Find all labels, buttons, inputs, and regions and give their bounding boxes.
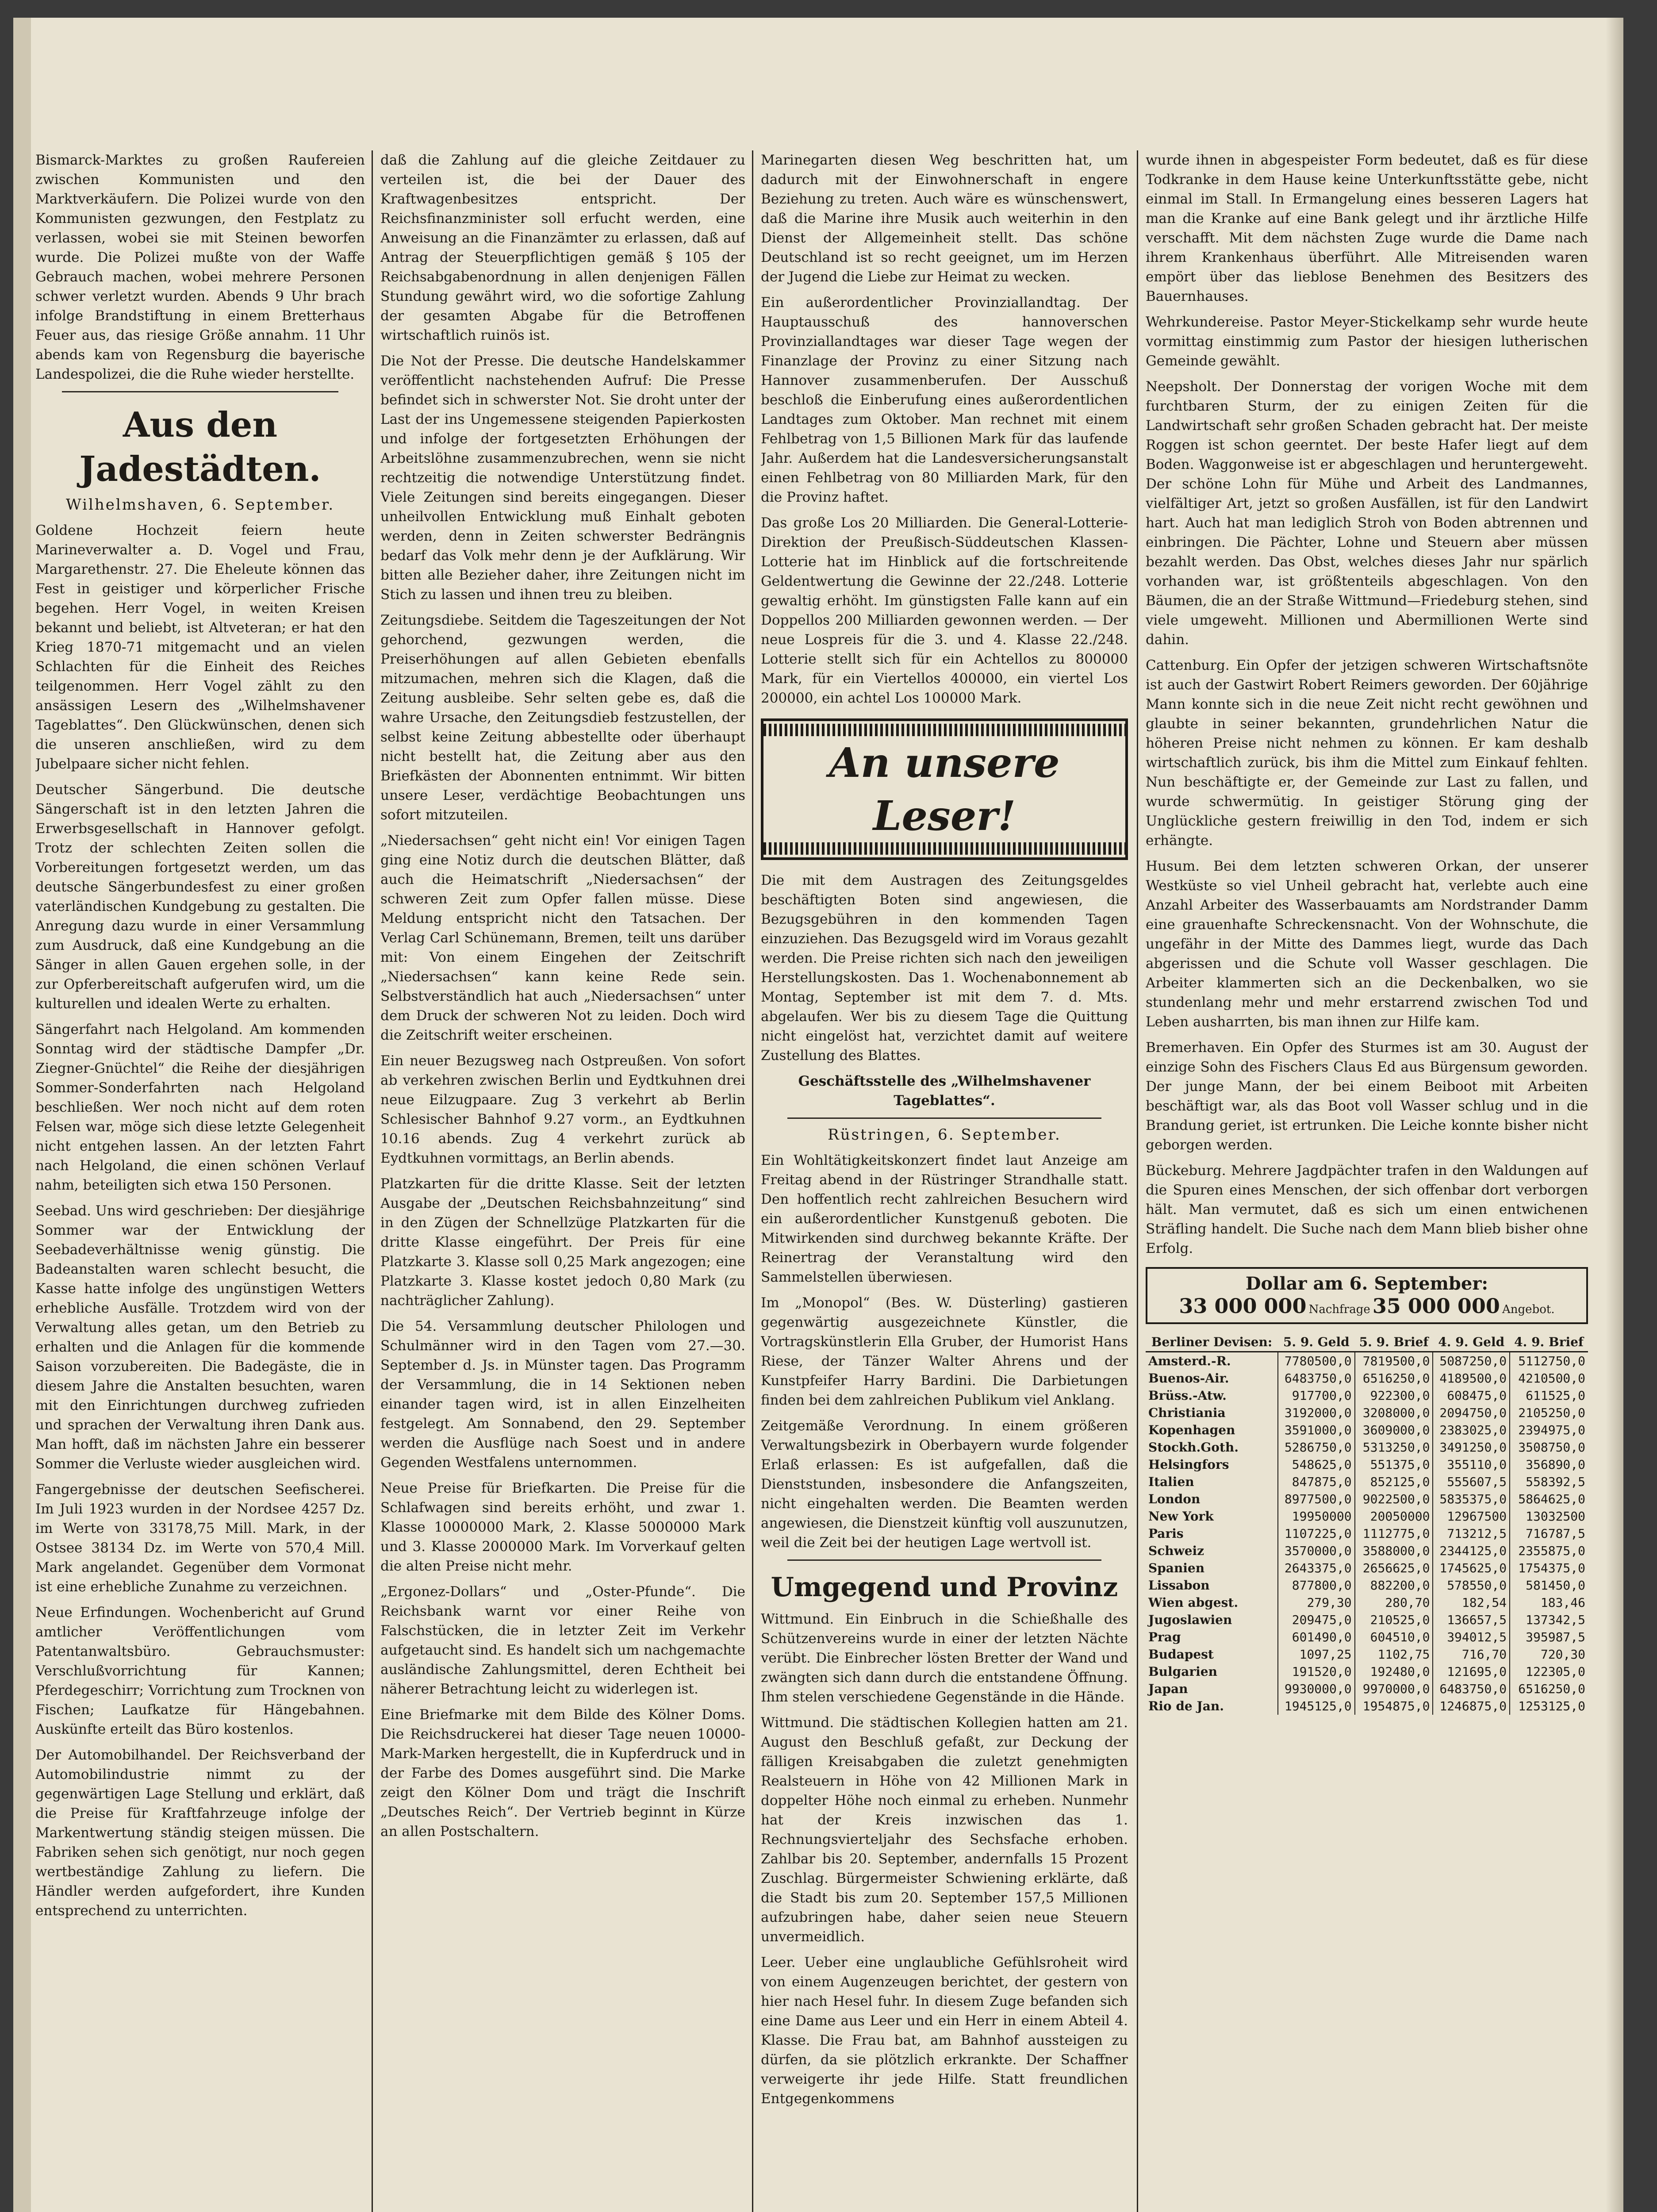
rate-cell: 601490,0 <box>1278 1628 1355 1646</box>
newspaper-page <box>13 18 1623 2212</box>
rate-cell: 20050000 <box>1355 1508 1433 1525</box>
rate-cell: 9022500,0 <box>1355 1490 1433 1508</box>
section-heading: Umgegend und Provinz <box>771 1572 1118 1603</box>
currency-name: New York <box>1148 1509 1214 1524</box>
rate-cell: 716787,5 <box>1510 1525 1588 1542</box>
rate-cell: 3491250,0 <box>1433 1439 1510 1456</box>
rate-cell: 6483750,0 <box>1278 1370 1355 1387</box>
banner-title: An unsere Leser! <box>829 739 1060 840</box>
page-edge <box>13 18 31 2212</box>
table-header-row <box>1146 1333 1588 1352</box>
exchange-rate-table <box>1146 1333 1588 1715</box>
article: Deutscher Sängerbund. Die deutsche Sängerschaft ist in den letzten Jahren die Erwerbsgesellschaft in Hannover gefolgt. Trotz der schlechten Zeiten sollen die Vorbereitungen fortgesetzt werden, um das deutsche Sängerbundesfest zu einer großen vaterländischen Kundgebung zu gestalten. Die Anregung dazu wurde in einer Versammlung zum Ausdruck, daß eine Kundgebung an die Sänger in allen Gauen ergehen solle, in der zur Opferbereitschaft aufgerufen wird, um die kulturellen und idealen Werte zu erhalten. <box>35 782 365 1012</box>
rate-cell: 182,54 <box>1433 1594 1510 1611</box>
rate-cell: 1754375,0 <box>1510 1559 1588 1577</box>
banner-stripe <box>763 724 1125 736</box>
table-row <box>1146 1577 1588 1594</box>
rate-cell: 1102,75 <box>1355 1646 1433 1663</box>
reader-notice-banner <box>761 718 1128 860</box>
article: Wittmund. Die städtischen Kollegien hatten am 21. August den Beschluß gefaßt, zur Deckung der fälligen Kreisabgaben die zuletzt genehmigten Realsteuern in Höhe von 42 Millionen Mark in doppelter Höhe noch einmal zu erheben. Nunmehr hat der Kreis inzwischen das 1. Rechnungsvierteljahr des Sechsfache erhoben. Zahlbar bis 20. September, andernfalls 15 Prozent Zuschlag. Bürgermeister Schwiening erklärte, daß die Stadt bis zum 20. September 157,5 Millionen aufzubringen habe, daher seien neue Steuern unvermeidlich. <box>761 1715 1128 1945</box>
dateline: Wilhelmshaven, 6. September. <box>65 496 335 514</box>
article: Zeitgemäße Verordnung. In einem größeren Verwaltungsbezirk in Oberbayern wurde folgender Erlaß erlassen: Es ist aufgefallen, daß die Dienststunden, insbesondere die Anfangszeiten, nicht eingehalten werden. Die Beamten werden angewiesen, die Dienstzeit künftig voll auszunutzen, weil die Zeit bei der heutigen Lage wertvoll ist. <box>761 1418 1128 1551</box>
currency-name: Wien abgest. <box>1148 1595 1239 1610</box>
column-header: 5. 9. Geld <box>1278 1333 1355 1352</box>
table-row <box>1146 1559 1588 1577</box>
article: Bückeburg. Mehrere Jagdpächter trafen in den Waldungen auf die Spuren eines Menschen, der sich offenbar dort verborgen hält. Man vermutet, daß es sich um einen entwichenen Sträfling handelt. Die Suche nach dem Mann blieb bisher ohne Erfolg. <box>1146 1163 1588 1256</box>
currency-name: Italien <box>1148 1475 1194 1489</box>
column-4 <box>1146 150 1588 2212</box>
rate-cell: 3609000,0 <box>1355 1421 1433 1439</box>
rate-cell: 713212,5 <box>1433 1525 1510 1542</box>
article: Neue Preise für Briefkarten. Die Preise für die Schlafwagen sind bereits erhöht, und zwar 1. Klasse 10000000 Mark, 2. Klasse 5000000 Mark und 3. Klasse 2000000 Mark. Im Vorverkauf gelten die alten Preise nicht mehr. <box>380 1480 745 1574</box>
rate-cell: 3192000,0 <box>1278 1404 1355 1421</box>
article: Die Not der Presse. Die deutsche Handelskammer veröffentlicht nachstehenden Aufruf: Die Presse befindet sich in schwerster Not. Sie droht unter der Last der ins Ungemessene steigenden Papierkosten und infolge der fortgesetzten Erhöhungen der Arbeitslöhne zusammenzubrechen, wenn sie nicht rechtzeitig die notwendige Unterstützung findet. Viele Zeitungen sind bereits eingegangen. Dieser unheilvollen Entwicklung muß Einhalt geboten werden, denn in Zeiten schwerster Bedrängnis bedarf das Volk mehr denn je der Aufklärung. Wir bitten alle Bezieher daher, ihre Zeitungen nicht im Stich zu lassen und ihnen treu zu bleiben. <box>380 353 745 603</box>
article: Cattenburg. Ein Opfer der jetzigen schweren Wirtschaftsnöte ist auch der Gastwirt Robert Reimers geworden. Der 60jährige Mann konnte sich in die neue Zeit nicht recht gewöhnen und glaubte in seiner bekannten, grundehrlichen Natur die höheren Preise nicht nehmen zu können. Er kam deshalb wirtschaftlich zurück, bis ihm die Mittel zum Einkauf fehlten. Nun beschäftigte er, der Gemeinde zur Last zu fallen, und wurde schwermütig. In geistiger Störung ging der Unglückliche gestern freiwillig in den Tod, indem er sich erhängte. <box>1146 657 1588 849</box>
rate-cell: 5286750,0 <box>1278 1439 1355 1456</box>
rate-cell: 395987,5 <box>1510 1628 1588 1646</box>
banner-stripe <box>763 842 1125 855</box>
rate-cell: 191520,0 <box>1278 1663 1355 1680</box>
currency-name: Prag <box>1148 1630 1181 1644</box>
currency-name: Bulgarien <box>1148 1664 1217 1679</box>
rate-cell: 2105250,0 <box>1510 1404 1588 1421</box>
table-row <box>1146 1680 1588 1697</box>
article: Seebad. Uns wird geschrieben: Der diesjährige Sommer war der Entwicklung der Seebadeverhältnisse wenig günstig. Die Badeanstalten waren schlecht besucht, die Kasse hatte infolge des ungünstigen Wetters erhebliche Ausfälle. Trotzdem wird von der Verwaltung alles getan, um den Betrieb zu erhalten und die Anlagen für die kommende Saison vorzubereiten. Die Badegäste, die in diesem Jahre die Anstalten besuchten, waren mit den Einrichtungen durchweg zufrieden und sprachen der Verwaltung ihren Dank aus. Man hofft, daß im nächsten Jahre ein besserer Sommer die Verluste wieder ausgleichen wird. <box>35 1203 365 1472</box>
column-rule <box>372 150 373 2212</box>
rate-cell: 558392,5 <box>1510 1473 1588 1490</box>
currency-name: Stockh.Goth. <box>1148 1440 1239 1455</box>
rate-cell: 3208000,0 <box>1355 1404 1433 1421</box>
rate-cell: 608475,0 <box>1433 1387 1510 1404</box>
rate-cell: 356890,0 <box>1510 1456 1588 1473</box>
table-row <box>1146 1456 1588 1473</box>
reader-notice: Die mit dem Austragen des Zeitungsgeldes beschäftigten Boten sind angewiesen, die Bezugsgebühren in den kommenden Tagen einzuziehen. Das Bezugsgeld wird im Voraus gezahlt werden. Die Preise richten sich nach den jeweiligen Herstellungskosten. Das 1. Wochenabonnement ab Montag, September ist mit dem 7. d. Mts. abgelaufen. Wer bis zu diesem Tage die Quittung nicht eingelöst hat, verzichtet damit auf weitere Zustellung des Blattes. <box>761 872 1128 1064</box>
rate-cell: 7780500,0 <box>1278 1352 1355 1370</box>
currency-name: Brüss.-Atw. <box>1148 1388 1227 1403</box>
rate-cell: 2656625,0 <box>1355 1559 1433 1577</box>
rate-cell: 1745625,0 <box>1433 1559 1510 1577</box>
rate-cell: 210525,0 <box>1355 1611 1433 1628</box>
rate-cell: 716,70 <box>1433 1646 1510 1663</box>
rate-cell: 1246875,0 <box>1433 1697 1510 1715</box>
article: Das große Los 20 Milliarden. Die General-Lotterie-Direktion der Preußisch-Süddeutschen Klassen-Lotterie hat im Hinblick auf die fortschreitende Geldentwertung die Gewinne der 22./248. Lotterie gewaltig erhöht. Im günstigsten Falle kann auf ein Doppellos 200 Milliarden gewonnen werden. — Der neue Lospreis für die 3. und 4. Klasse 22./248. Lotterie stellt sich für ein Achtellos zu 800000 Mark, für ein Viertellos 400000, ein viertel Los 200000, ein achtel Los 100000 Mark. <box>761 515 1128 706</box>
article: Bremerhaven. Ein Opfer des Sturmes ist am 30. August der einzige Sohn des Fischers Claus Ed aus Bürgensum geworden. Der junge Mann, der bei einem Beiboot mit Arbeiten beschäftigt war, als das Boot voll Wasser schlug und in die Brandung geriet, ist ertrunken. Die Leiche konnte bisher nicht geborgen werden. <box>1146 1040 1588 1153</box>
dollar-rate-box <box>1146 1267 1588 1324</box>
section-heading: Aus den Jadestädten. <box>79 405 321 489</box>
article: Wehrkundereise. Pastor Meyer-Stickelkamp sehr wurde heute vormittag einstimmig zum Pastor der hiesigen lutherischen Gemeinde gewählt. <box>1146 314 1588 369</box>
article-continuation: Bismarck-Marktes zu großen Raufereien zwischen Kommunisten und den Marktverkäufern. Die Polizei wurde von den Kommunisten gezwungen, den Festplatz zu verlassen, wobei sie mit Steinen beworfen wurde. Die Polizei mußte von der Waffe Gebrauch machen, wobei mehrere Personen schwer verletzt wurden. Abends 9 Uhr brach infolge Brandstiftung in einem Bretterhaus Feuer aus, das riesige Größe annahm. 11 Uhr abends kam von Regensburg die bayerische Landespolizei, die die Ruhe wieder herstellte. <box>35 152 365 382</box>
rate-cell: 6483750,0 <box>1433 1680 1510 1697</box>
rate-cell: 2094750,0 <box>1433 1404 1510 1421</box>
rate-cell: 5087250,0 <box>1433 1352 1510 1370</box>
article-continuation: wurde ihnen in abgespeister Form bedeutet, daß es für diese Todkranke in dem Hause keine Unterkunftsstätte gebe, nicht einmal im Stall. In Ermangelung eines besseren Lagers hat man die Kranke auf eine Bank gelegt und ihr ärztliche Hilfe verschafft. Mit dem nächsten Zuge wurde die Dame nach ihrem Krankenhaus überführt. Alle Mitreisenden waren empört über das lieblose Benehmen des Besitzers des Bauernhauses. <box>1146 152 1588 304</box>
rate-cell: 3508750,0 <box>1510 1439 1588 1456</box>
rate-cell: 6516250,0 <box>1355 1370 1433 1387</box>
rate-cell: 611525,0 <box>1510 1387 1588 1404</box>
column-header: 5. 9. Brief <box>1355 1333 1433 1352</box>
rate-cell: 2344125,0 <box>1433 1542 1510 1559</box>
rate-cell: 7819500,0 <box>1355 1352 1433 1370</box>
dollar-demand-label: Nachfrage <box>1308 1303 1370 1316</box>
rate-cell: 8977500,0 <box>1278 1490 1355 1508</box>
notice-signature: Geschäftsstelle des „Wilhelmshavener Tageblattes“. <box>798 1073 1091 1109</box>
currency-name: Kopenhagen <box>1148 1423 1235 1437</box>
rate-cell: 5313250,0 <box>1355 1439 1433 1456</box>
rate-cell: 13032500 <box>1510 1508 1588 1525</box>
rate-cell: 604510,0 <box>1355 1628 1433 1646</box>
rate-cell: 12967500 <box>1433 1508 1510 1525</box>
article: Fangergebnisse der deutschen Seefischerei. Im Juli 1923 wurden in der Nordsee 4257 Dz. im Werte von 33178,75 Mill. Mark, in der Ostsee 38134 Dz. im Werte von 570,4 Mill. Mark angelandet. Gegenüber dem Vormonat ist eine erhebliche Zunahme zu verzeichnen. <box>35 1482 365 1595</box>
currency-name: Lissabon <box>1148 1578 1210 1593</box>
rate-cell: 922300,0 <box>1355 1387 1433 1404</box>
rate-cell: 2394975,0 <box>1510 1421 1588 1439</box>
table-row <box>1146 1628 1588 1646</box>
rate-cell: 551375,0 <box>1355 1456 1433 1473</box>
rate-cell: 19950000 <box>1278 1508 1355 1525</box>
rate-cell: 137342,5 <box>1510 1611 1588 1628</box>
divider <box>787 1118 1101 1119</box>
article: Der Automobilhandel. Der Reichsverband der Automobilindustrie nimmt zu der gegenwärtigen Lage Stellung und erklärt, daß die Preise für Kraftfahrzeuge infolge der Markentwertung ständig steigen müssen. Die Fabriken sehen sich genötigt, nur noch gegen wertbeständige Zahlung zu liefern. Die Händler werden aufgefordert, ihre Kunden entsprechend zu unterrichten. <box>35 1747 365 1919</box>
page-fold-shadow <box>1606 18 1623 2212</box>
column-rule <box>1137 150 1138 2212</box>
rate-cell: 209475,0 <box>1278 1611 1355 1628</box>
rate-cell: 279,30 <box>1278 1594 1355 1611</box>
rate-cell: 5864625,0 <box>1510 1490 1588 1508</box>
rate-cell: 355110,0 <box>1433 1456 1510 1473</box>
article: Neepsholt. Der Donnerstag der vorigen Woche mit dem furchtbaren Sturm, der zu einigen Zeiten für die Landwirtschaft sehr großen Schaden gebracht hat. Der meiste Roggen ist schon geerntet. Der beste Hafer liegt auf dem Boden. Waggonweise ist er abgeschlagen und heruntergeweht. Der schöne Lohn für Mühe und Arbeit des Landmannes, vielfältiger Art, jetzt so großen Ausfällen, ist für den Landwirt hart. Auch hat man lediglich Stroh von Boden abtrennen und einbringen. Die Pächter, Lohne und Steuern aber müssen bezahlt werden. Das Obst, welches dieses Jahr nur spärlich vorhanden war, ist größtenteils abgeschlagen. Von den Bäumen, die an der Straße Wittmund—Friedeburg stehen, sind viele umgeweht. Millionen und Abermillionen Werte sind dahin. <box>1146 379 1588 648</box>
column-header: Berliner Devisen: <box>1146 1333 1278 1352</box>
rate-cell: 394012,5 <box>1433 1628 1510 1646</box>
rate-cell: 2643375,0 <box>1278 1559 1355 1577</box>
article: Leer. Ueber eine unglaubliche Gefühlsroheit wird von einem Augenzeugen berichtet, der gestern von hier nach Hesel fuhr. In diesem Zuge befanden sich eine Dame aus Leer und ein Herr in einem Abteil 4. Klasse. Die Frau bat, am Bahnhof aussteigen zu dürfen, da sie plötzlich erkrankte. Der Schaffner verweigerte ihr jede Hilfe. Statt freundlichen Entgegenkommens <box>761 1955 1128 2107</box>
rate-cell: 9970000,0 <box>1355 1680 1433 1697</box>
article: Zeitungsdiebe. Seitdem die Tageszeitungen der Not gehorchend, gezwungen werden, die Preiserhöhungen auf allen Gebieten ebenfalls mitzumachen, mehren sich die Klagen, daß die Zeitung ausbleibe. Sehr selten gebe es, daß die wahre Ursache, den Zeitungsdieb festzustellen, der selbst keine Zeitung abbestellte oder überhaupt nicht bestellt hat, die Zeitung aber aus den Briefkästen der Abonnenten entnimmt. Wir bitten unsere Leser, verdächtige Beobachtungen uns sofort mitzuteilen. <box>380 612 745 823</box>
table-row <box>1146 1697 1588 1715</box>
table-row <box>1146 1611 1588 1628</box>
table-row <box>1146 1525 1588 1542</box>
table-row <box>1146 1663 1588 1680</box>
rate-cell: 581450,0 <box>1510 1577 1588 1594</box>
rate-cell: 3591000,0 <box>1278 1421 1355 1439</box>
rate-cell: 4210500,0 <box>1510 1370 1588 1387</box>
rate-cell: 1954875,0 <box>1355 1697 1433 1715</box>
table-row <box>1146 1370 1588 1387</box>
currency-name: Japan <box>1148 1682 1188 1696</box>
rate-cell: 9930000,0 <box>1278 1680 1355 1697</box>
rate-cell: 183,46 <box>1510 1594 1588 1611</box>
rate-cell: 555607,5 <box>1433 1473 1510 1490</box>
article: Eine Briefmarke mit dem Bilde des Kölner Doms. Die Reichsdruckerei hat dieser Tage neuen 10000-Mark-Marken hergestellt, die in Kupferdruck und in der Farbe des Domes ausgeführt sind. Die Marke zeigt den Kölner Dom und trägt die Inschrift „Deutsches Reich“. Der Vertrieb beginnt in Kürze an allen Postschaltern. <box>380 1707 745 1839</box>
dollar-offer-label: Angebot. <box>1502 1303 1555 1316</box>
table-row <box>1146 1594 1588 1611</box>
rate-cell: 1107225,0 <box>1278 1525 1355 1542</box>
article: Wittmund. Ein Einbruch in die Schießhalle des Schützenvereins wurde in einer der letzten Nächte verübt. Die Einbrecher lösten Bretter der Wand und zwängten sich dann durch die entstandene Öffnung. Ihm stelen verschiedene Gegenstände in die Hände. <box>761 1611 1128 1705</box>
currency-name: Budapest <box>1148 1647 1214 1662</box>
rate-cell: 917700,0 <box>1278 1387 1355 1404</box>
column-rule <box>752 150 753 2212</box>
currency-name: Jugoslawien <box>1148 1613 1232 1627</box>
column-2 <box>380 150 745 2212</box>
rate-cell: 1945125,0 <box>1278 1697 1355 1715</box>
article: Ein neuer Bezugsweg nach Ostpreußen. Von sofort ab verkehren zwischen Berlin und Eydtkuhnen drei neue Eilzugpaare. Zug 3 verkehrt ab Berlin Schlesischer Bahnhof 9.27 vorm., an Eydtkuhnen 10.16 abends. Zug 4 verkehrt zurück ab Eydtkuhnen vormittags, an Berlin abends. <box>380 1053 745 1166</box>
currency-name: Schweiz <box>1148 1544 1204 1558</box>
rate-cell: 720,30 <box>1510 1646 1588 1663</box>
currency-name: Rio de Jan. <box>1148 1699 1224 1713</box>
currency-name: London <box>1148 1492 1201 1506</box>
divider <box>62 391 338 392</box>
rate-cell: 852125,0 <box>1355 1473 1433 1490</box>
currency-name: Christiania <box>1148 1406 1226 1420</box>
table-row <box>1146 1404 1588 1421</box>
dateline: Rüstringen, 6. September. <box>828 1126 1061 1144</box>
currency-name: Helsingfors <box>1148 1457 1229 1472</box>
rate-cell: 136657,5 <box>1433 1611 1510 1628</box>
table-row <box>1146 1542 1588 1559</box>
dollar-offer-value: 35 000 000 <box>1372 1294 1500 1318</box>
article: Husum. Bei dem letzten schweren Orkan, der unserer Westküste so viel Unheil gebracht hat, verlebte auch eine Anzahl Arbeiter des Wasserbauamts am Nordstrander Damm eine grauenhafte Schreckensnacht. Von der Wohnschute, die ungefähr in der Mitte des Dammes liegt, wurde das Dach abgerissen und die Schute voll Wasser geschlagen. Die Arbeiter klammerten sich an die Deckenbalken, wo sie stundenlang mehr und mehr erstarrend zwischen Tod und Leben ausharrten, bis man ihnen zur Hilfe kam. <box>1146 858 1588 1030</box>
currency-name: Paris <box>1148 1526 1184 1541</box>
column-3 <box>761 150 1128 2212</box>
article: daß die Zahlung auf die gleiche Zeitdauer zu verteilen ist, die bei der Dauer des Kraftwagenbesitzes entspricht. Der Reichsfinanzminister soll erfucht werden, eine Anweisung an die Finanzämter zu erlassen, daß auf Antrag der Steuerpflichtigen gemäß § 105 der Reichsabgabenordnung in allen denjenigen Fällen Stundung gewährt wird, wo die sofortige Zahlung der gesamten Abgabe für die Betroffenen wirtschaftlich ruinös ist. <box>380 152 745 343</box>
rate-cell: 192480,0 <box>1355 1663 1433 1680</box>
article: Platzkarten für die dritte Klasse. Seit der letzten Ausgabe der „Deutschen Reichsbahnzeitung“ sind in den Zügen der Schnellzüge Platzkarten für die dritte Klasse eingeführt. Der Preis für eine Platzkarte 3. Klasse soll 0,25 Mark angezogen; eine Platzkarte 3. Klasse kostet jedoch 0,80 Mark (zu nachträglicher Zahlung). <box>380 1176 745 1309</box>
exchange-rate-rows <box>1146 1352 1588 1715</box>
dollar-demand-value: 33 000 000 <box>1179 1294 1307 1318</box>
table-row <box>1146 1387 1588 1404</box>
currency-name: Buenos-Air. <box>1148 1371 1229 1386</box>
article: Sängerfahrt nach Helgoland. Am kommenden Sonntag wird der städtische Dampfer „Dr. Ziegner-Gnüchtel“ die Reihe der diesjährigen Sommer-Sonderfahrten nach Helgoland beschließen. Wer noch nicht auf dem roten Felsen war, möge sich diese letzte Gelegenheit nicht entgehen lassen. An der letzten Fahrt nach Helgoland, die einen schönen Verlauf nahm, beteiligten sich etwa 150 Personen. <box>35 1022 365 1193</box>
dollar-rate-title: Dollar am 6. September: <box>1245 1273 1488 1294</box>
article: Goldene Hochzeit feiern heute Marineverwalter a. D. Vogel und Frau, Margarethenstr. 27. Die Eheleute können das Fest in geistiger und körperlicher Frische begehen. Herr Vogel, in weiten Kreisen bekannt und beliebt, ist Altveteran; er hat den Krieg 1870-71 mitgemacht und an vielen Schlachten für die Einheit des Reiches teilgenommen. Herr Vogel zählt zu den ansässigen Lesern des „Wilhelmshavener Tageblattes“. Den Glückwünschen, denen sich die unseren anschließen, wird zu dem Jubelpaare sicher nicht fehlen. <box>35 522 365 772</box>
rate-cell: 877800,0 <box>1278 1577 1355 1594</box>
table-row <box>1146 1508 1588 1525</box>
divider <box>787 1559 1101 1561</box>
rate-cell: 280,70 <box>1355 1594 1433 1611</box>
rate-cell: 2383025,0 <box>1433 1421 1510 1439</box>
table-row <box>1146 1439 1588 1456</box>
rate-cell: 2355875,0 <box>1510 1542 1588 1559</box>
article-continuation: Marinegarten diesen Weg beschritten hat, um dadurch mit der Einwohnerschaft in engere Beziehung zu treten. Auch wäre es wünschenswert, daß die Marine ihre Musik auch weiterhin in den Dienst der Allgemeinheit stellt. Das schöne Deutschland ist so recht geeignet, um im Herzen der Jugend die Liebe zur Heimat zu wecken. <box>761 152 1128 285</box>
rate-cell: 882200,0 <box>1355 1577 1433 1594</box>
currency-name: Spanien <box>1148 1561 1205 1575</box>
article: Ein außerordentlicher Provinziallandtag. Der Hauptausschuß des hannoverschen Provinziallandtages war dieser Tage wegen der Finanzlage der Provinz zu einer Sitzung nach Hannover zusammenberufen. Der Ausschuß beschloß die Einberufung eines außerordentlichen Landtages zum Oktober. Man rechnet mit einem Fehlbetrag von 1,5 Billionen Mark für das laufende Jahr. Außerdem hat die Landesversicherungsanstalt einen Fehlbetrag von 80 Milliarden Mark, für den die Provinz haftet. <box>761 295 1128 505</box>
rate-cell: 847875,0 <box>1278 1473 1355 1490</box>
column-header: 4. 9. Geld <box>1433 1333 1510 1352</box>
rate-cell: 3570000,0 <box>1278 1542 1355 1559</box>
column-1 <box>35 150 365 2212</box>
rate-cell: 1112775,0 <box>1355 1525 1433 1542</box>
rate-cell: 122305,0 <box>1510 1663 1588 1680</box>
rate-cell: 6516250,0 <box>1510 1680 1588 1697</box>
rate-cell: 121695,0 <box>1433 1663 1510 1680</box>
rate-cell: 3588000,0 <box>1355 1542 1433 1559</box>
article: „Niedersachsen“ geht nicht ein! Vor einigen Tagen ging eine Notiz durch die deutschen Blätter, daß auch die Heimatschrift „Niedersachsen“ der schweren Zeit zum Opfer fallen müsse. Diese Meldung entspricht nicht den Tatsachen. Der Verlag Carl Schünemann, Bremen, teilt uns darüber mit: Von einem Eingehen der Zeitschrift „Niedersachsen“ kann keine Rede sein. Selbstverständlich hat auch „Niedersachsen“ unter dem Druck der schweren Not zu leiden. Doch wird die Zeitschrift weiter erscheinen. <box>380 833 745 1043</box>
article: Ein Wohltätigkeitskonzert findet laut Anzeige am Freitag abend in der Rüstringer Strandhalle statt. Den hoffentlich recht zahlreichen Besuchern wird ein außerordentlicher Kunstgenuß geboten. Die Mitwirkenden sind durchweg bekannte Kräfte. Der Reinertrag der Veranstaltung wird den Sammelstellen überwiesen. <box>761 1152 1128 1285</box>
table-row <box>1146 1490 1588 1508</box>
article: Die 54. Versammlung deutscher Philologen und Schulmänner wird in den Tagen vom 27.—30. September d. Js. in Münster tagen. Das Programm der Versammlung, die in 14 Sektionen neben einander tagen wird, ist in allen Einzelheiten festgelegt. Am Sonnabend, den 29. September werden die Ausflüge nach Soest und in andere Gegenden Westfalens unternommen. <box>380 1318 745 1471</box>
rate-cell: 4189500,0 <box>1433 1370 1510 1387</box>
article: Im „Monopol“ (Bes. W. Düsterling) gastieren gegenwärtig ausgezeichnete Künstler, die Vortragskünstlerin Ella Gruber, der Humorist Hans Riese, der Tänzer Walter Ahrens und der Kunstpfeifer Harry Bardini. Die Darbietungen finden bei dem zahlreichen Publikum viel Anklang. <box>761 1295 1128 1408</box>
table-row <box>1146 1646 1588 1663</box>
rate-cell: 1253125,0 <box>1510 1697 1588 1715</box>
rate-cell: 548625,0 <box>1278 1456 1355 1473</box>
article: „Ergonez-Dollars“ und „Oster-Pfunde“. Die Reichsbank warnt vor einer Reihe von Falschstücken, die in letzter Zeit im Verkehr aufgetaucht sind. Es handelt sich um nachgemachte ausländische Zahlungsmittel, deren Echtheit bei näherer Betrachtung leicht zu widerlegen ist. <box>380 1584 745 1697</box>
rate-cell: 5112750,0 <box>1510 1352 1588 1370</box>
rate-cell: 5835375,0 <box>1433 1490 1510 1508</box>
table-row <box>1146 1473 1588 1490</box>
currency-name: Amsterd.-R. <box>1148 1354 1231 1368</box>
rate-cell: 1097,25 <box>1278 1646 1355 1663</box>
rate-cell: 578550,0 <box>1433 1577 1510 1594</box>
article: Neue Erfindungen. Wochenbericht auf Grund amtlicher Veröffentlichungen vom Patentanwaltsbüro. Gebrauchsmuster: Verschlußvorrichtung für Kannen; Pferdegeschirr; Vorrichtung zum Trocknen von Fischen; Laufkatze für Hängebahnen. Auskünfte erteilt das Büro kostenlos. <box>35 1605 365 1737</box>
column-header: 4. 9. Brief <box>1510 1333 1588 1352</box>
table-row <box>1146 1352 1588 1370</box>
table-row <box>1146 1421 1588 1439</box>
